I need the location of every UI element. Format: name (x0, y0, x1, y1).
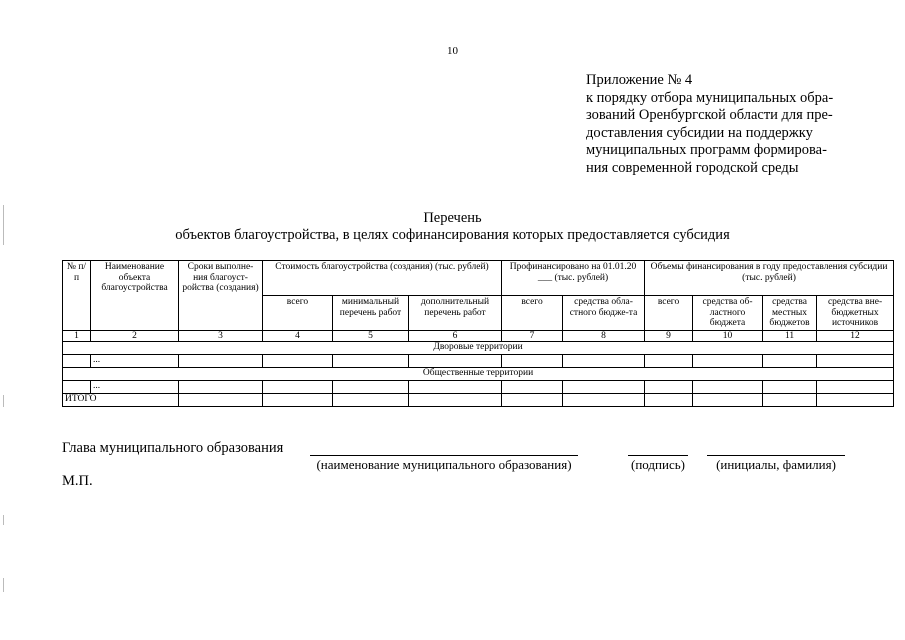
signature-line (628, 454, 688, 456)
column-number: 1 (63, 330, 91, 342)
header-cost-additional: дополнительный перечень работ (409, 296, 502, 331)
column-number: 9 (645, 330, 693, 342)
column-number: 2 (91, 330, 179, 342)
header-prefin-total: всего (502, 296, 563, 331)
header-cost-total: всего (263, 296, 333, 331)
header-number: № п/п (63, 261, 91, 331)
page-number: 10 (447, 45, 458, 57)
column-number: 11 (763, 330, 817, 342)
scan-edge-mark (3, 395, 4, 407)
header-object-name: Наименование объекта благоустройства (91, 261, 179, 331)
header-terms: Сроки выполне-ния благоуст-ройства (создания) (179, 261, 263, 331)
header-volume-total: всего (645, 296, 693, 331)
column-number: 4 (263, 330, 333, 342)
column-number: 8 (563, 330, 645, 342)
objects-table (62, 260, 894, 407)
column-number: 12 (817, 330, 894, 342)
header-volume-regional: средства об-ластного бюджета (693, 296, 763, 331)
appendix-line: Приложение № 4 (586, 72, 693, 88)
header-prefinanced: Профинансировано на 01.01.20 ___ (тыс. рублей) (502, 261, 645, 296)
section-public-territories: Общественные территории (63, 368, 894, 381)
table-row (63, 355, 894, 368)
appendix-line: доставления субсидии на поддержку (586, 124, 813, 141)
name-line (310, 454, 578, 456)
table-row (63, 381, 894, 394)
caption-initials: (инициалы, фамилия) (716, 457, 836, 472)
ellipsis-cell: ... (91, 355, 179, 368)
caption-signature: (подпись) (631, 457, 685, 472)
signature-label: Глава муниципального образования (62, 440, 284, 456)
document-subtitle: объектов благоустройства, в целях софинансирования которых предоставляется субсидия (175, 227, 730, 243)
header-volumes: Объемы финансирования в году предоставления субсидии (тыс. рублей) (645, 261, 894, 296)
header-cost: Стоимость благоустройства (создания) (тыс. рублей) (263, 261, 502, 296)
total-row (63, 394, 894, 407)
appendix-line: зований Оренбургской области для пре- (586, 107, 833, 123)
appendix-line: к порядку отбора муниципальных обра- (586, 89, 834, 106)
column-number: 3 (179, 330, 263, 342)
column-number: 5 (333, 330, 409, 342)
column-number: 6 (409, 330, 502, 342)
caption-municipality-name: (наименование муниципального образования) (316, 457, 572, 472)
appendix-line: ния современной городской среды (586, 159, 799, 176)
stamp-label: М.П. (62, 473, 93, 489)
scan-edge-mark (3, 205, 4, 245)
header-cost-minimal: минимальный перечень работ (333, 296, 409, 331)
total-label: ИТОГО (63, 394, 179, 407)
header-volume-extrabudget: средства вне-бюджетных источников (817, 296, 894, 331)
column-number: 7 (502, 330, 563, 342)
appendix-line: муниципальных программ формирова- (586, 142, 827, 158)
header-volume-local: средства местных бюджетов (763, 296, 817, 331)
section-yard-territories: Дворовые территории (63, 342, 894, 355)
column-number: 10 (693, 330, 763, 342)
scan-edge-mark (3, 578, 4, 592)
appendix-block (586, 72, 886, 177)
scan-edge-mark (3, 515, 4, 525)
document-title: Перечень (423, 210, 482, 226)
initials-line (707, 454, 845, 456)
ellipsis-cell: ... (91, 381, 179, 394)
header-prefin-regional: средства обла-стного бюдже-та (563, 296, 645, 331)
